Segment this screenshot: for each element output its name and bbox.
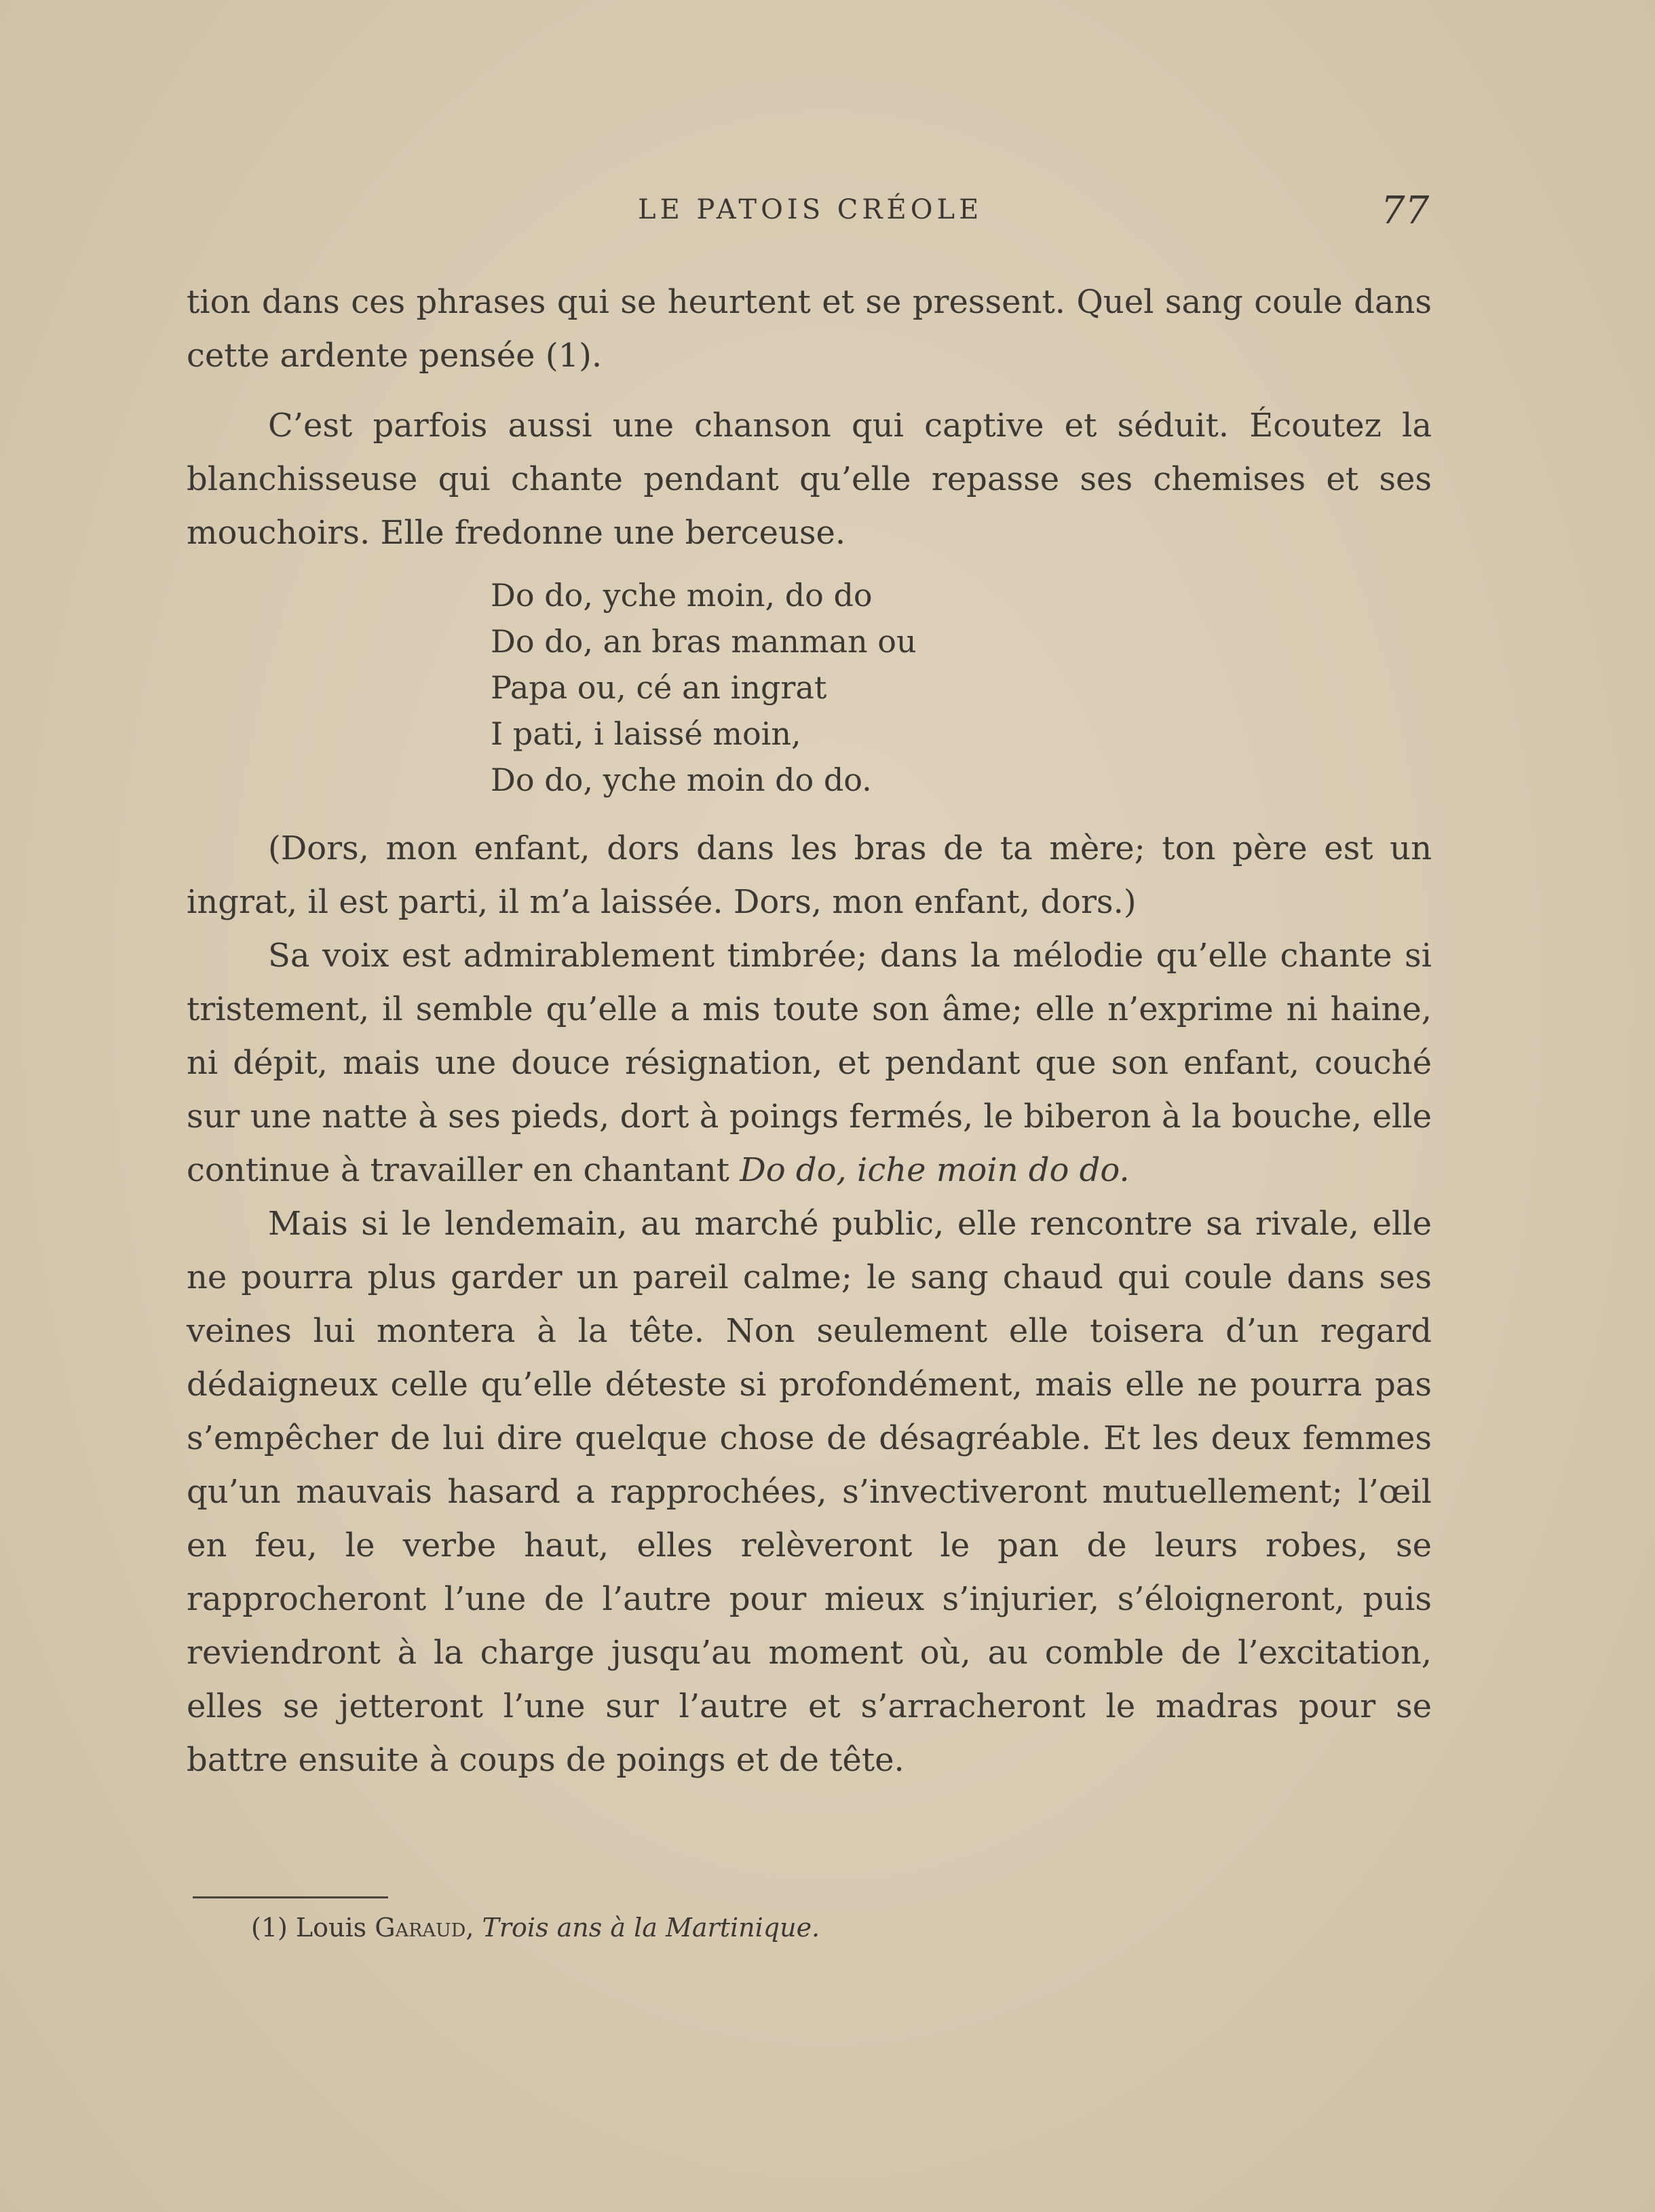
running-title: LE PATOIS CRÉOLE bbox=[638, 194, 983, 225]
verse-line: Papa ou, cé an ingrat bbox=[491, 669, 827, 706]
lullaby-verse bbox=[491, 572, 1432, 803]
paragraph-1: tion dans ces phrases qui se heurtent et se pressent. Quel sang coule dans cette ardente pensée (1). bbox=[187, 283, 1432, 375]
page-number: 77 bbox=[1381, 189, 1430, 233]
footnote-title: Trois ans à la Martinique. bbox=[482, 1913, 820, 1943]
page-header bbox=[0, 189, 1655, 236]
footnote-rule bbox=[193, 1896, 388, 1898]
footnote-author-last: Garaud, bbox=[375, 1913, 474, 1943]
footnote bbox=[251, 1913, 820, 1943]
verse-line: I pati, i laissé moin, bbox=[491, 715, 801, 752]
paragraph-4 bbox=[187, 929, 1432, 1197]
paragraph-4-text: Sa voix est admirablement timbrée; dans la mélodie qu’elle chante si tristement, il semble qu’elle a mis toute son âme; elle n’exprime ni haine, ni dépit, mais une douce résignation, et pendant que son enfant, couché sur une natte à ses pieds, dort à poings fermés, le biberon à la bouche, elle continue à travailler en chantant bbox=[187, 937, 1432, 1189]
footnote-author-first: Louis bbox=[295, 1913, 367, 1943]
paragraph-4-italic: Do do, iche moin do do. bbox=[740, 1151, 1130, 1189]
verse-line: Do do, yche moin do do. bbox=[491, 762, 872, 798]
paragraph-2: C’est parfois aussi une chanson qui captive et séduit. Écoutez la blanchisseuse qui chante pendant qu’elle repasse ses chemises et ses mouchoirs. Elle fredonne une berceuse. bbox=[187, 407, 1432, 552]
verse-line: Do do, yche moin, do do bbox=[491, 577, 873, 614]
paragraph-translation: (Dors, mon enfant, dors dans les bras de ta mère; ton père est un ingrat, il est parti, il m’a laissée. Dors, mon enfant, dors.) bbox=[187, 829, 1432, 921]
verse-line: Do do, an bras manman ou bbox=[491, 623, 917, 660]
body-text bbox=[187, 276, 1432, 1787]
footnote-marker: (1) bbox=[251, 1913, 288, 1943]
paragraph-5: Mais si le lendemain, au marché public, elle rencontre sa rivale, elle ne pourra plus garder un pareil calme; le sang chaud qui coule dans ses veines lui montera à la tête. Non seulement elle toisera d’un regard dédaigneux celle qu’elle déteste si profondément, mais elle ne pourra pas s’empêcher de lui dire quelque chose de désagréable. Et les deux femmes qu’un mauvais hasard a rapprochées, s’invectiveront mutuellement; l’œil en feu, le verbe haut, elles relèveront le pan de leurs robes, se rapprocheront l’une de l’autre pour mieux s’injurier, s’éloigneront, puis reviendront à la charge jusqu’au moment où, au comble de l’excitation, elles se jetteront l’une sur l’autre et s’arracheront le madras pour se battre ensuite à coups de poings et de tête. bbox=[187, 1205, 1432, 1779]
